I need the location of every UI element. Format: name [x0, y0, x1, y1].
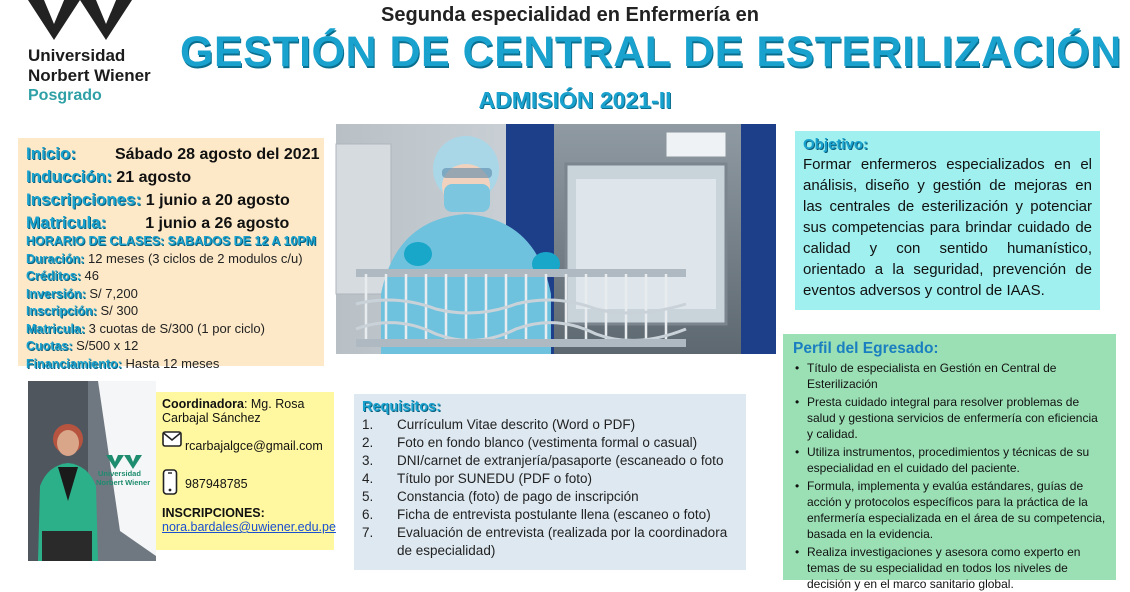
induction-label: Inducción:: [26, 167, 112, 186]
list-item: [791, 394, 1106, 442]
bullet-icon: •: [795, 479, 800, 493]
start-value: Sábado 28 agosto del 2021: [114, 146, 320, 163]
coordinator-email-row: [162, 431, 328, 463]
induction-value: 21 agosto: [116, 169, 192, 186]
detail-label: Duración:: [26, 251, 85, 266]
registration-value: 1 junio a 20 agosto: [145, 192, 290, 209]
item-number: 4.: [362, 471, 374, 486]
profile-item-text: Utiliza instrumentos, procedimientos y técnicas de su especialidad en el cuidado del paciente.: [807, 445, 1090, 475]
list-item: [362, 506, 738, 524]
banner-text-universidad: Universidad: [98, 469, 141, 478]
detail-label: Financiamiento:: [26, 356, 122, 371]
list-item: [362, 488, 738, 506]
phone-icon: [162, 469, 178, 495]
detail-value: 46: [84, 268, 99, 283]
detail-row: [26, 269, 316, 283]
logo-mark-icon: [28, 0, 132, 40]
registrations-label: INSCRIPCIONES:: [162, 506, 265, 520]
item-number: 3.: [362, 453, 374, 468]
detail-row: [26, 357, 316, 371]
requirement-text: Constancia (foto) de pago de inscripción: [397, 489, 639, 504]
detail-value: S/ 7,200: [89, 285, 138, 301]
detail-value: S/500 x 12: [76, 338, 139, 353]
nurse-sterilizer-illustration: [336, 124, 776, 354]
list-item: [791, 544, 1106, 592]
detail-row: [26, 252, 316, 266]
detail-label: Cuotas:: [26, 339, 73, 353]
enrollment-value: 1 junio a 26 agosto: [145, 215, 290, 232]
item-number: 1.: [362, 417, 374, 432]
profile-item-text: Título de especialista en Gestión en Central de Esterilización: [807, 361, 1057, 391]
details-list: [26, 252, 316, 371]
profile-list: [791, 360, 1106, 592]
detail-value: 3 cuotas de S/300 (1 por ciclo): [88, 320, 265, 336]
start-row: [26, 144, 320, 163]
item-number: 6.: [362, 507, 374, 522]
detail-label: Inversión:: [26, 286, 86, 301]
requirements-list: [362, 416, 738, 560]
list-item: [362, 416, 738, 434]
detail-value: 12 meses (3 ciclos de 2 modulos c/u): [87, 250, 303, 266]
coordinator-heading: [162, 397, 328, 425]
coordinator-label: Coordinadora: [162, 397, 244, 411]
registration-label: Inscripciones:: [26, 190, 142, 209]
profile-item-text: Presta cuidado integral para resolver problemas de salud y gestiona servicios de enfermería con eficiencia y calidad.: [807, 395, 1098, 441]
list-item: [362, 434, 738, 452]
registrations-email-link[interactable]: nora.bardales@uwiener.edu.pe: [162, 520, 336, 534]
envelope-icon: [162, 431, 182, 447]
bullet-icon: •: [795, 545, 800, 559]
detail-value: S/ 300: [100, 303, 139, 318]
logo-text-name: Norbert Wiener: [28, 66, 151, 85]
detail-row: [26, 304, 316, 318]
objective-box: [795, 131, 1100, 310]
list-item: [791, 360, 1106, 392]
induction-row: [26, 168, 316, 186]
banner-text-name: Norbert Wiener: [96, 478, 151, 487]
requirement-text: Currículum Vitae descrito (Word o PDF): [397, 417, 636, 432]
requirement-text: Ficha de entrevista postulante llena (escaneo o foto): [397, 507, 711, 522]
graduate-profile-box: [783, 334, 1116, 591]
detail-label: Matricula:: [26, 321, 86, 336]
detail-row: [26, 339, 316, 353]
start-label: Inicio:: [26, 144, 77, 163]
requirement-text: Título por SUNEDU (PDF o foto): [397, 471, 593, 486]
university-logo: [28, 0, 178, 110]
logo-text-universidad: Universidad: [28, 46, 126, 65]
list-item: [791, 478, 1106, 542]
coordinator-photo: [28, 381, 156, 561]
item-number: 2.: [362, 435, 374, 450]
coordinator-phone: 987948785: [185, 477, 248, 491]
profile-item-text: Realiza investigaciones y asesora como experto en temas de su especialidad en todos los niveles de decisión y en el marco sanitario global.: [807, 545, 1081, 591]
detail-label: Inscripción:: [26, 304, 97, 318]
requirements-box: [354, 394, 746, 570]
enrollment-label: Matricula:: [26, 213, 107, 232]
list-item: [362, 524, 738, 560]
detail-row: [26, 287, 316, 301]
coordinator-box: [156, 392, 334, 550]
list-item: [362, 452, 738, 470]
coordinator-email[interactable]: rcarbajalgce@gmail.com: [185, 439, 323, 453]
item-number: 7.: [362, 525, 374, 540]
requirements-title: Requisitos:: [362, 399, 441, 415]
program-info-box: [18, 138, 324, 371]
detail-value: Hasta 12 meses: [125, 355, 220, 371]
detail-label: Créditos:: [26, 269, 81, 283]
class-schedule-text: HORARIO DE CLASES: SABADOS DE 12 A 10PM: [26, 234, 317, 248]
requirement-text: Foto en fondo blanco (vestimenta formal o casual): [397, 435, 698, 450]
list-item: [362, 470, 738, 488]
sterilization-photo: [336, 124, 776, 354]
profile-item-text: Formula, implementa y evalúa estándares, guías de acción y protocolos específicos para la práctica de la enfermería especializada en el área de su competencia, basada en la evidencia.: [807, 479, 1106, 541]
coordinator-phone-row: [162, 469, 328, 501]
admission-period: ADMISIÓN 2021-II: [478, 87, 672, 113]
item-number: 5.: [362, 489, 374, 504]
bullet-icon: •: [795, 445, 800, 459]
requirement-text: Evaluación de entrevista (realizada por la coordinadora de especialidad): [397, 525, 728, 558]
page-title: GESTIÓN DE CENTRAL DE ESTERILIZACIÓN: [180, 28, 1122, 76]
profile-title: Perfil del Egresado:: [793, 340, 939, 357]
bullet-icon: •: [795, 395, 800, 409]
objective-text: Formar enfermeros especializados en el análisis, diseño y gestión de mejoras en las centrales de esterilización y potenciar sus competencias para brindar cuidado de calidad y con sentido humanístico, orientado a la seguridad, prevención de eventos adversos y control de IAAS.: [803, 156, 1092, 299]
logo-text-posgrado: Posgrado: [28, 87, 102, 104]
coordinator-name: : Mg. Rosa Carbajal Sánchez: [162, 397, 305, 425]
requirement-text: DNI/carnet de extranjería/pasaporte (escaneado o foto: [397, 453, 724, 468]
class-schedule: [26, 235, 316, 248]
registration-row: [26, 191, 316, 209]
objective-title: Objetivo:: [803, 136, 869, 153]
coordinator-illustration: [28, 381, 156, 561]
detail-row: [26, 322, 316, 336]
enrollment-row: [26, 214, 316, 232]
list-item: [791, 444, 1106, 476]
bullet-icon: •: [795, 361, 800, 375]
program-kicker: Segunda especialidad en Enfermería en: [381, 4, 759, 26]
